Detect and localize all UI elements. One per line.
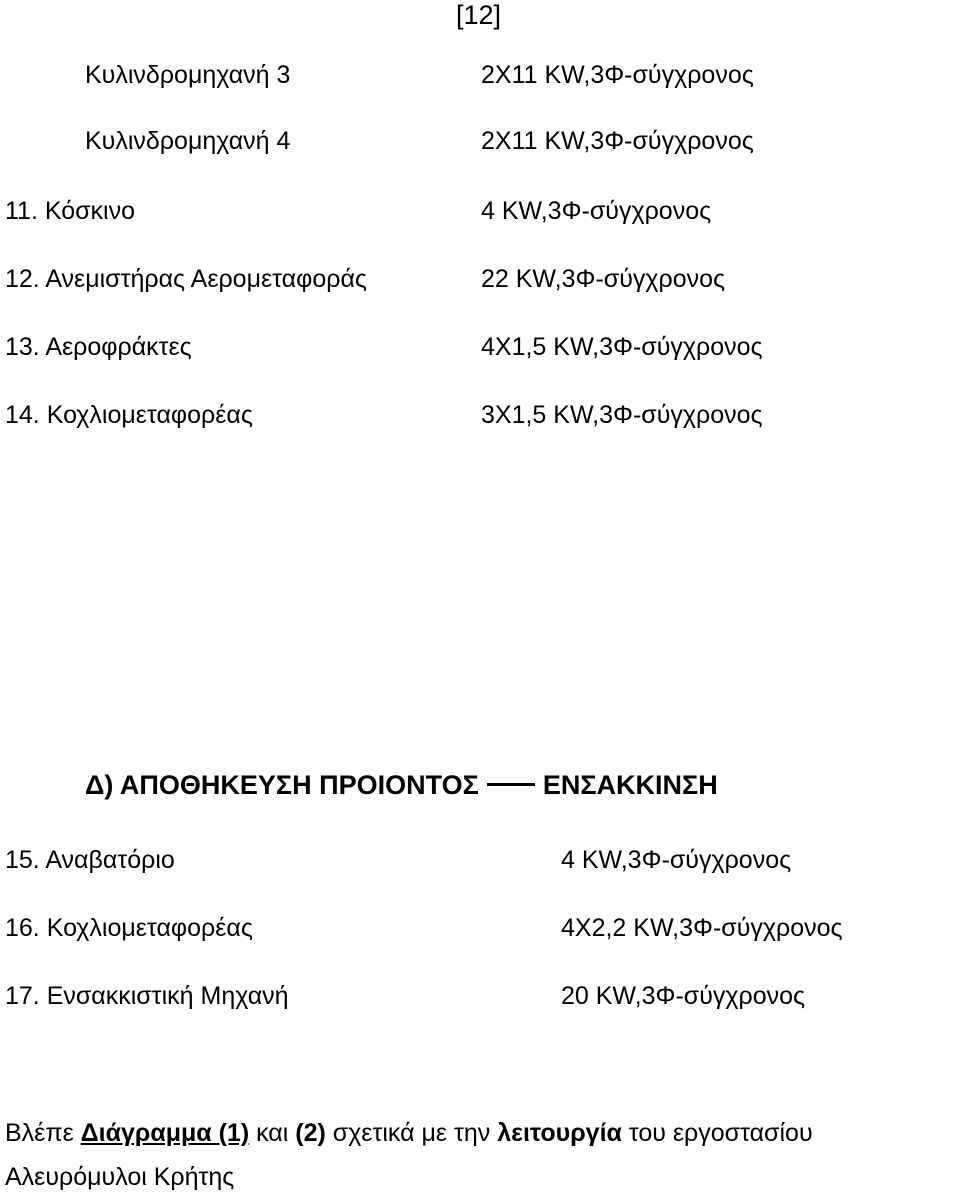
- operation-emphasis: λειτουργία: [497, 1119, 622, 1147]
- note-text: του εργοστασίου: [621, 1119, 813, 1147]
- item-spec: 20 KW,3Φ-σύγχρονος: [561, 982, 806, 1010]
- item-spec: 2Χ11 KW,3Φ-σύγχρονος: [481, 61, 754, 89]
- page-number: [12]: [456, 0, 502, 30]
- diagram-reference: Διάγραμμα (1): [80, 1119, 250, 1147]
- heading-dash: [487, 783, 535, 786]
- section-heading-right: ΕΝΣΑΚΚΙΝΣΗ: [542, 770, 718, 800]
- note-text: σχετικά με την: [325, 1119, 498, 1147]
- item-name: 15. Αναβατόριο: [5, 846, 175, 874]
- item-name: 17. Ενσακκιστική Μηχανή: [5, 982, 289, 1010]
- item-spec: 4 KW,3Φ-σύγχρονος: [561, 846, 792, 874]
- section-heading-left: Δ) ΑΠΟΘΗΚΕΥΣΗ ΠΡΟΙΟΝΤΟΣ: [85, 770, 479, 800]
- item-spec: 22 KW,3Φ-σύγχρονος: [481, 265, 726, 293]
- note-text: και: [249, 1119, 296, 1147]
- item-name: 16. Κοχλιομεταφορέας: [5, 914, 253, 942]
- item-name: Κυλινδρομηχανή 4: [85, 127, 291, 155]
- item-spec: 2Χ11 KW,3Φ-σύγχρονος: [481, 127, 754, 155]
- item-spec: 4 KW,3Φ-σύγχρονος: [481, 197, 712, 225]
- item-name: 14. Κοχλιομεταφορέας: [5, 401, 253, 429]
- diagram-reference-2: (2): [295, 1119, 326, 1147]
- item-spec: 4Χ2,2 KW,3Φ-σύγχρονος: [561, 914, 843, 942]
- caption: Αλευρόμυλοι Κρήτης: [5, 1163, 235, 1191]
- item-spec: 4Χ1,5 KW,3Φ-σύγχρονος: [481, 333, 763, 361]
- section-heading: [85, 770, 718, 800]
- item-spec: 3Χ1,5 KW,3Φ-σύγχρονος: [481, 401, 763, 429]
- item-name: Κυλινδρομηχανή 3: [85, 61, 291, 89]
- note-paragraph: [5, 1118, 960, 1148]
- item-name: 13. Αεροφράκτες: [5, 333, 192, 361]
- item-name: 11. Κόσκινο: [5, 197, 136, 225]
- item-name: 12. Ανεμιστήρας Αερομεταφοράς: [5, 265, 367, 293]
- note-text: Βλέπε: [5, 1119, 81, 1147]
